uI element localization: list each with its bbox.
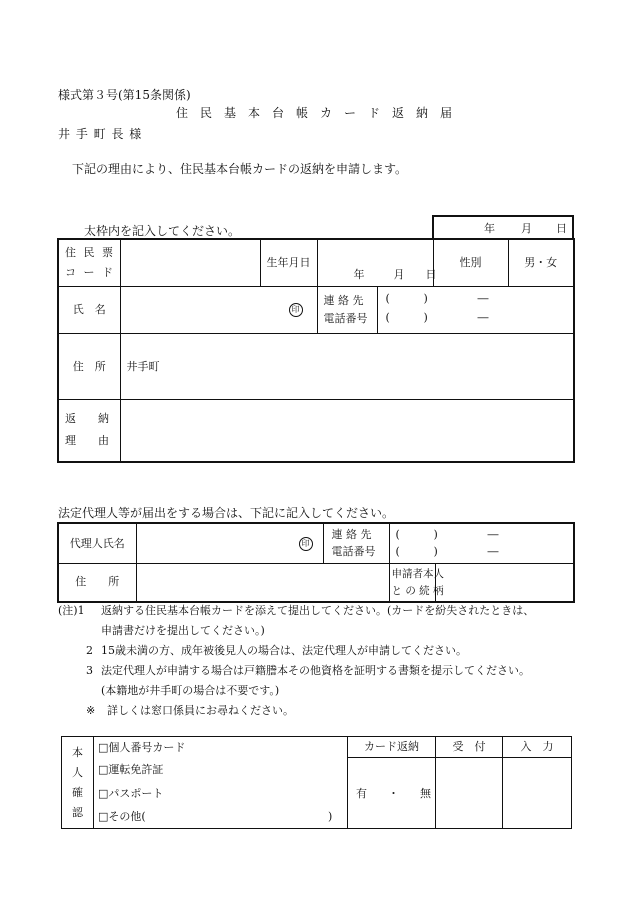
proxy-phone1-dash: ― [487,528,499,541]
proxy-contact-label: 連 絡 先 電話番号 [323,523,389,564]
name-label: 氏 名 [58,287,120,334]
phone-field[interactable] [377,287,574,334]
birthdate-label: 生年月日 [260,239,317,287]
proxy-table [57,522,575,603]
phone2-paren-open: ( [385,311,390,324]
date-box[interactable] [432,215,574,239]
contact-label: 連 絡 先 電話番号 [317,287,377,334]
date-year-label: 年 [484,222,495,235]
seal-mark: 印 [289,303,303,317]
proxy-name-field[interactable] [136,523,323,564]
note-3-number: 3 [86,664,93,677]
id-options [94,737,348,829]
reason-label: 返 納 理 由 [58,400,120,462]
card-return-yes[interactable]: 有 [356,787,367,800]
proxy-seal-mark: 印 [299,537,313,551]
note-3-line-1: 法定代理人が申請する場合は戸籍謄本その他資格を証明する書類を提示してください。 [101,664,530,677]
option-mynumber-card[interactable]: □個人番号カード [98,740,186,754]
resident-code-label: 住 民 票 コ ー ド [58,239,120,287]
note-3-line-2: (本籍地が井手町の場合は不要です。) [101,684,280,697]
birthdate-field[interactable] [317,239,437,287]
resident-code-field[interactable] [120,239,260,287]
intro-text: 下記の理由により、住民基本台帳カードの返納を申請します。 [72,162,408,176]
card-return-no[interactable]: 無 [420,787,431,800]
phone1-paren-close: ) [423,292,428,305]
birth-day-label: 日 [425,268,437,281]
option-passport[interactable]: □パスポート [98,787,164,800]
gender-options[interactable]: 男・女 [508,239,574,287]
relation-label: 申請者本人 と の 続 柄 [389,564,435,602]
address-value: 井手町 [126,359,160,373]
note-4: 詳しくは窓口係員にお尋ねください。 [107,704,294,717]
proxy-phone1-paren-close: ) [433,528,438,541]
phone2-dash: ― [477,311,489,324]
address-label: 住 所 [58,334,120,400]
identity-confirm-table [61,736,572,829]
note-2: 15歳未満の方、成年被後見人の場合は、法定代理人が申請してください。 [101,644,467,657]
reason-field[interactable] [120,400,574,462]
card-return-label: カード返納 [348,737,436,758]
proxy-name-label: 代理人氏名 [58,523,136,564]
gender-label: 性別 [433,239,508,287]
note-4-mark: ※ [86,704,96,717]
note-1-line-2: 申請書だけを提出してください。) [101,624,265,637]
proxy-phone2-paren-open: ( [395,545,400,558]
phone1-dash: ― [477,292,489,305]
option-other[interactable]: □その他( ) [98,810,333,823]
proxy-phone2-paren-close: ) [433,545,438,558]
date-month-label: 月 [521,222,532,235]
birth-year-label: 年 [353,268,365,281]
phone2-paren-close: ) [423,311,428,324]
identity-confirm-label: 本 人 確 認 [62,737,94,829]
proxy-address-field[interactable] [136,564,389,602]
option-other-close: ) [328,810,333,823]
form-title: 住 民 基 本 台 帳 カ ー ド 返 納 届 [176,106,453,120]
proxy-phone2-dash: ― [487,545,499,558]
phone1-paren-open: ( [385,292,390,305]
receipt-label: 受 付 [436,737,503,758]
card-return-dot: ・ [388,787,399,800]
note-prefix: (注)1 [58,604,85,617]
option-drivers-license[interactable]: □運転免許証 [98,763,164,776]
birth-month-label: 月 [393,268,405,281]
receipt-field[interactable] [436,758,503,829]
name-field[interactable] [120,287,317,334]
note-2-number: 2 [86,644,93,657]
relation-field[interactable] [435,564,574,602]
note-1-line-1: 返納する住民基本台帳カードを添えて提出してください。(カードを紛失されたときは、 [101,604,535,617]
applicant-table [57,238,575,463]
proxy-phone1-paren-open: ( [395,528,400,541]
card-return-field[interactable] [348,758,436,829]
form-number: 様式第３号(第15条関係) [58,88,191,102]
date-day-label: 日 [556,222,567,235]
input-label: 入 力 [503,737,572,758]
proxy-address-label: 住 所 [58,564,136,602]
proxy-phone-field[interactable] [389,523,574,564]
addressee: 井 手 町 長 様 [58,127,143,141]
fill-instruction: 太枠内を記入してください。 [84,224,241,238]
proxy-instruction: 法定代理人等が届出をする場合は、下記に記入してください。 [58,506,395,520]
input-field[interactable] [503,758,572,829]
address-field[interactable] [120,334,574,400]
